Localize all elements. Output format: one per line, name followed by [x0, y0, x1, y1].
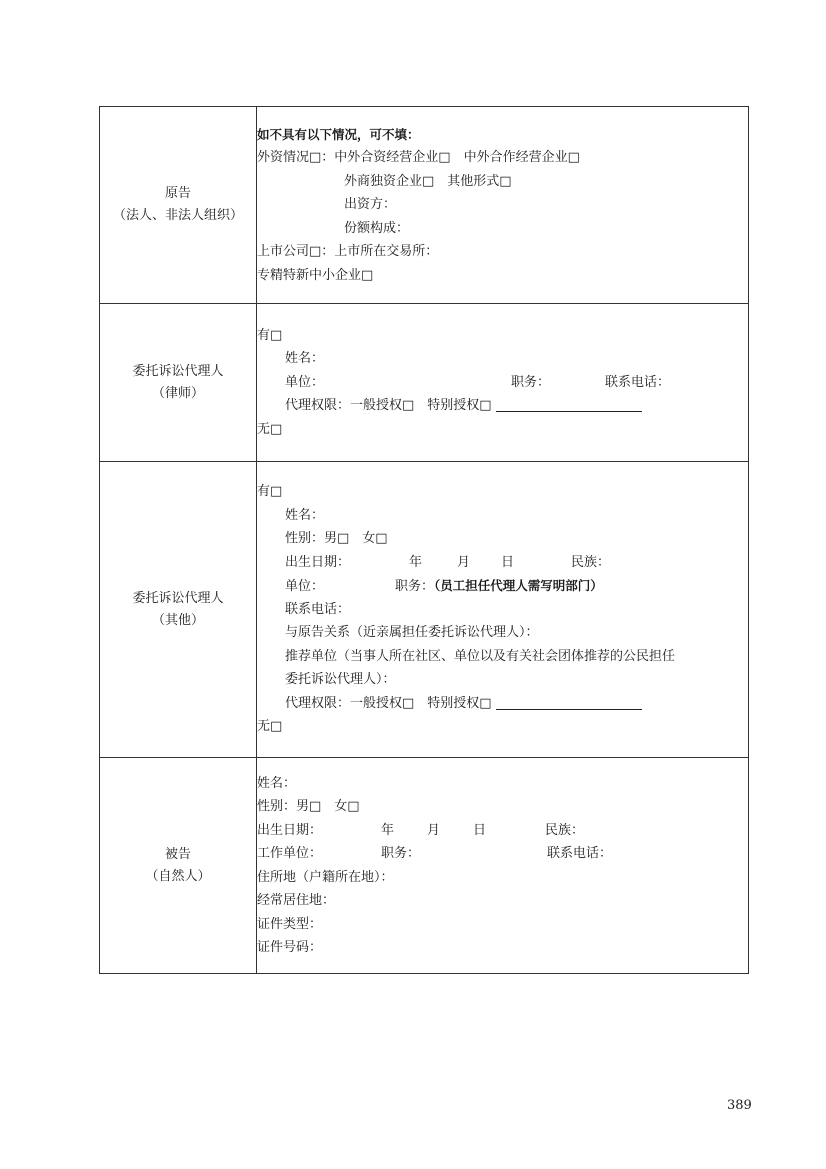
agent-other-none-checkbox[interactable]: 无□ [257, 719, 283, 735]
defendant-month-label: 月 [427, 822, 441, 838]
defendant-habitual-residence-field[interactable]: 经常居住地： [257, 893, 336, 908]
agent-other-label: 委托诉讼代理人 [132, 590, 224, 606]
agent-other-birth-field[interactable]: 出生日期： [285, 554, 351, 570]
agent-lawyer-authority-line [257, 394, 748, 418]
agent-lawyer-unit-field[interactable]: 单位： [285, 374, 325, 390]
defendant-phone-field[interactable]: 联系电话： [547, 846, 613, 861]
listed-company-field[interactable]: 上市公司□：上市所在交易所： [257, 244, 439, 260]
plaintiff-note: 如不具有以下情况，可不填： [257, 126, 420, 142]
specialized-sme-checkbox[interactable]: 专精特新中小企业□ [257, 267, 374, 283]
plaintiff-content-cell [257, 107, 749, 304]
agent-other-position-note: （员工担任代理人需写明部门） [434, 578, 603, 594]
plaintiff-row [100, 107, 749, 304]
defendant-row [100, 758, 749, 974]
agent-lawyer-phone-field[interactable]: 联系电话： [605, 374, 671, 390]
agent-lawyer-unit-line [257, 371, 748, 395]
agent-other-has-checkbox[interactable]: 有□ [257, 484, 283, 500]
share-composition-field[interactable]: 份额构成： [344, 220, 410, 236]
agent-lawyer-none-checkbox[interactable]: 无□ [257, 421, 283, 437]
defendant-content-cell [257, 758, 749, 974]
agent-other-name-field[interactable]: 姓名： [285, 507, 325, 523]
agent-lawyer-has-checkbox[interactable]: 有□ [257, 327, 283, 343]
agent-other-position-field[interactable]: 职务： [395, 579, 435, 595]
defendant-sublabel: （自然人） [145, 868, 211, 884]
defendant-name-field[interactable]: 姓名： [257, 775, 297, 791]
agent-other-birth-line [257, 551, 748, 575]
agent-other-row [100, 462, 749, 758]
agent-other-unit-line [257, 574, 748, 598]
agent-lawyer-label-cell [100, 304, 257, 462]
agent-lawyer-row [100, 304, 749, 462]
agent-lawyer-authority-checkboxes[interactable]: 代理权限：一般授权□ 特别授权□ [285, 398, 492, 414]
defendant-birth-line [257, 819, 748, 843]
defendant-label: 被告 [164, 846, 191, 862]
agent-other-authority-blank[interactable] [496, 694, 642, 710]
defendant-day-label: 日 [473, 822, 487, 838]
agent-other-recommend-field-2[interactable]: 委托诉讼代理人）： [285, 672, 396, 688]
plaintiff-label: 原告 [164, 186, 191, 201]
foreign-capital-line-2[interactable]: 外商独资企业□ 其他形式□ [344, 173, 512, 189]
defendant-position-field[interactable]: 职务： [381, 846, 421, 861]
page-number: 389 [727, 1098, 752, 1113]
agent-other-authority-line [257, 692, 748, 716]
agent-lawyer-sublabel: （律师） [151, 385, 204, 401]
agent-lawyer-position-field[interactable]: 职务： [511, 374, 551, 390]
complaint-form-table [99, 106, 749, 974]
agent-other-gender-checkboxes[interactable]: 性别：男□ 女□ [285, 531, 388, 547]
agent-other-day-label: 日 [501, 554, 515, 570]
defendant-id-type-field[interactable]: 证件类型： [257, 916, 323, 932]
agent-lawyer-content-cell [257, 304, 749, 462]
foreign-capital-line[interactable]: 外资情况□：中外合资经营企业□ 中外合作经营企业□ [257, 150, 580, 166]
defendant-year-label: 年 [381, 822, 395, 838]
plaintiff-label-cell [100, 107, 257, 304]
agent-other-phone-field[interactable]: 联系电话： [285, 601, 351, 617]
agent-other-authority-checkboxes[interactable]: 代理权限：一般授权□ 特别授权□ [285, 695, 492, 711]
agent-other-label-cell [100, 462, 257, 758]
defendant-residence-field[interactable]: 住所地（户籍所在地）： [257, 869, 394, 885]
agent-lawyer-name-field[interactable]: 姓名： [285, 351, 325, 367]
defendant-ethnicity-field[interactable]: 民族： [545, 822, 585, 838]
plaintiff-sublabel: （法人、非法人组织） [112, 208, 243, 223]
defendant-label-cell [100, 758, 257, 974]
agent-other-content-cell [257, 462, 749, 758]
defendant-birth-field[interactable]: 出生日期： [257, 822, 323, 838]
agent-other-ethnicity-field[interactable]: 民族： [571, 554, 611, 570]
agent-other-unit-field[interactable]: 单位： [285, 579, 325, 595]
defendant-work-unit-field[interactable]: 工作单位： [257, 846, 323, 861]
agent-other-recommend-field[interactable]: 推荐单位（当事人所在社区、单位以及有关社会团体推荐的公民担任 [285, 648, 676, 664]
agent-other-month-label: 月 [457, 554, 471, 570]
defendant-work-line [257, 842, 748, 866]
agent-other-sublabel: （其他） [151, 612, 204, 628]
investor-field[interactable]: 出资方： [344, 197, 397, 213]
defendant-id-number-field[interactable]: 证件号码： [257, 940, 323, 955]
defendant-gender-checkboxes[interactable]: 性别：男□ 女□ [257, 799, 360, 814]
agent-other-relation-field[interactable]: 与原告关系（近亲属担任委托诉讼代理人）： [285, 625, 539, 641]
agent-lawyer-authority-blank[interactable] [496, 396, 642, 412]
agent-other-year-label: 年 [409, 554, 423, 570]
agent-lawyer-label: 委托诉讼代理人 [132, 363, 224, 379]
